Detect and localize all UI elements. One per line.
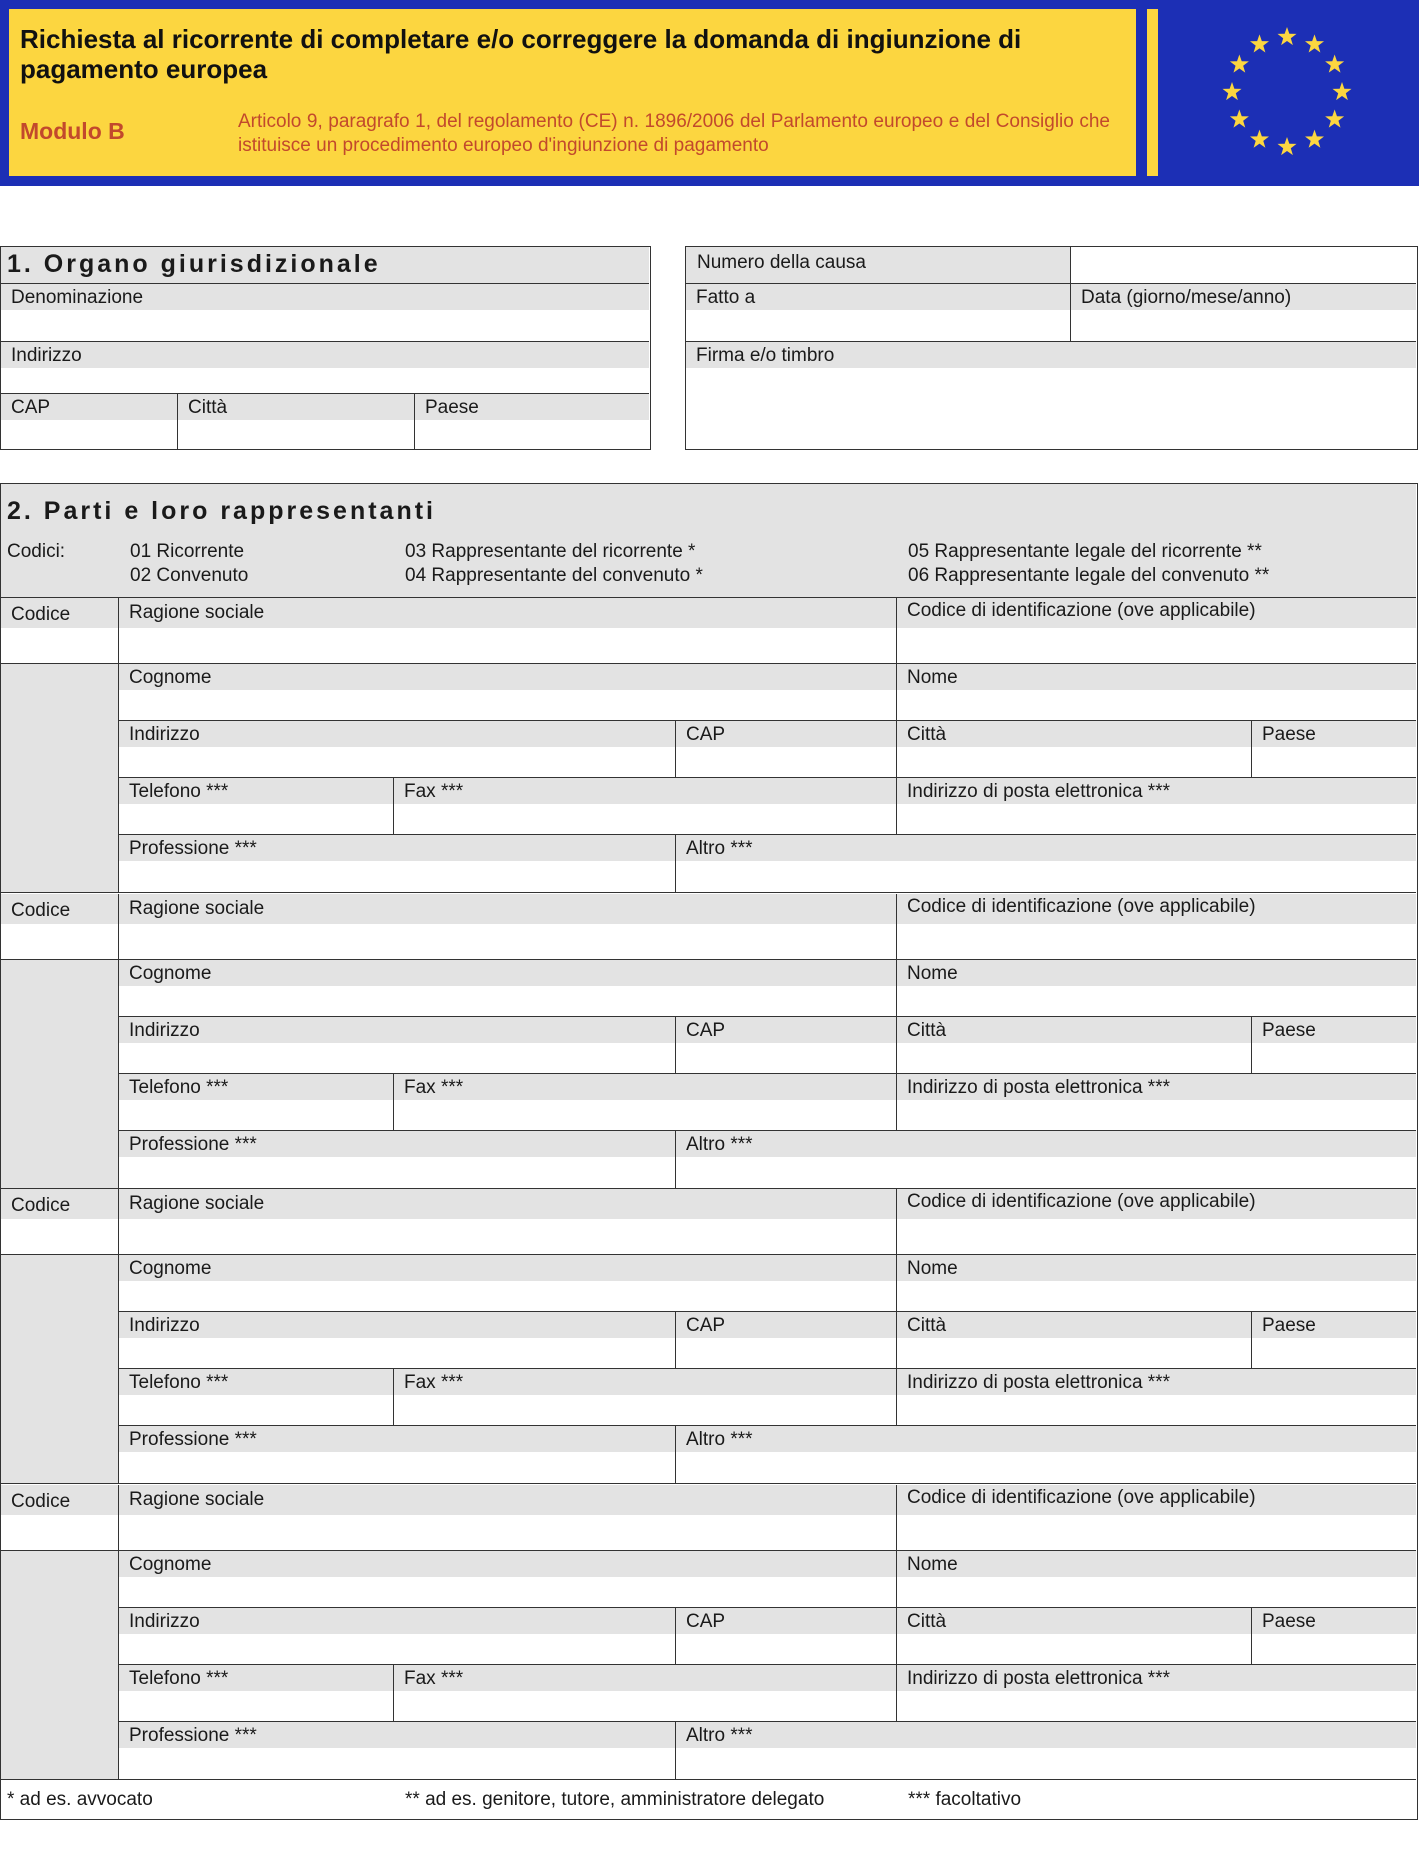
section-court [0, 246, 651, 450]
party-cap-label: CAP [676, 1017, 896, 1043]
profession-label: Professione *** [119, 1722, 675, 1748]
court-city-field[interactable] [178, 394, 415, 449]
other-field[interactable] [676, 1131, 1416, 1189]
party-city-field[interactable] [897, 1017, 1252, 1074]
party-code-spacer [1, 960, 119, 1189]
eu-star-icon [1325, 110, 1344, 128]
party-block [1, 894, 1416, 1189]
section-parties [0, 483, 1418, 1820]
identification-code-field[interactable] [897, 894, 1416, 960]
footnote-two: ** ad es. genitore, tutore, amministratore delegato [405, 1789, 825, 1810]
section-court-title-row [1, 247, 649, 284]
code-03: 03 Rappresentante del ricorrente * [405, 541, 696, 562]
eu-star-icon [1250, 130, 1269, 148]
party-address-field[interactable] [119, 721, 676, 778]
other-label: Altro *** [676, 835, 1416, 861]
footnotes-row [1, 1780, 1416, 1819]
code-02: 02 Convenuto [130, 565, 249, 586]
company-name-field[interactable] [119, 894, 897, 960]
first-name-field[interactable] [897, 1255, 1416, 1312]
surname-label: Cognome [119, 960, 896, 986]
party-code-label: Codice [1, 598, 118, 628]
profession-label: Professione *** [119, 1426, 675, 1452]
company-name-label: Ragione sociale [119, 598, 896, 628]
party-address-label: Indirizzo [119, 1608, 675, 1634]
fax-label: Fax *** [394, 1665, 896, 1691]
other-field[interactable] [676, 1722, 1416, 1780]
fax-label: Fax *** [394, 1074, 896, 1100]
first-name-field[interactable] [897, 960, 1416, 1017]
profession-label: Professione *** [119, 835, 675, 861]
form-title: Richiesta al ricorrente di completare e/o correggere la domanda di ingiunzione di pagamento europea [20, 24, 1022, 84]
issued-at-label: Fatto a [686, 284, 1070, 310]
party-cap-label: CAP [676, 721, 896, 747]
party-block [1, 598, 1416, 893]
date-label: Data (giorno/mese/anno) [1071, 284, 1416, 310]
email-label: Indirizzo di posta elettronica *** [897, 778, 1416, 804]
party-code-field[interactable] [1, 1189, 119, 1255]
court-name-field[interactable] [1, 284, 649, 342]
surname-label: Cognome [119, 1551, 896, 1577]
party-cap-field[interactable] [676, 1017, 897, 1074]
other-label: Altro *** [676, 1722, 1416, 1748]
party-city-label: Città [897, 1608, 1251, 1634]
party-country-field[interactable] [1252, 1017, 1416, 1074]
party-city-field[interactable] [897, 721, 1252, 778]
profession-label: Professione *** [119, 1131, 675, 1157]
court-address-field[interactable] [1, 342, 649, 394]
fax-field[interactable] [394, 778, 897, 835]
profession-field[interactable] [119, 835, 676, 893]
other-label: Altro *** [676, 1426, 1416, 1452]
eu-star-icon [1305, 130, 1324, 148]
footnote-three: *** facoltativo [908, 1789, 1022, 1810]
party-city-label: Città [897, 721, 1251, 747]
party-address-field[interactable] [119, 1017, 676, 1074]
fax-label: Fax *** [394, 1369, 896, 1395]
party-code-label: Codice [1, 1485, 118, 1515]
case-number-label: Numero della causa [697, 252, 866, 273]
first-name-label: Nome [897, 1255, 1416, 1281]
footnote-one: * ad es. avvocato [7, 1789, 153, 1810]
fax-label: Fax *** [394, 778, 896, 804]
legal-reference: Articolo 9, paragrafo 1, del regolamento (CE) n. 1896/2006 del Parlamento europeo e del Consiglio che istituisce un procedimento europeo d'ingiunzione di pagamento [238, 111, 1110, 156]
party-code-field[interactable] [1, 598, 119, 664]
eu-star-icon [1332, 82, 1351, 100]
party-code-label: Codice [1, 894, 118, 924]
party-country-field[interactable] [1252, 721, 1416, 778]
identification-code-field[interactable] [897, 1189, 1416, 1255]
identification-code-label: Codice di identificazione (ove applicabile) [897, 894, 1416, 924]
company-name-field[interactable] [119, 598, 897, 664]
party-cap-field[interactable] [676, 721, 897, 778]
phone-label: Telefono *** [119, 1665, 393, 1691]
identification-code-label: Codice di identificazione (ove applicabile) [897, 1189, 1416, 1219]
identification-code-label: Codice di identificazione (ove applicabile) [897, 1485, 1416, 1515]
party-code-spacer [1, 1255, 119, 1484]
court-country-field[interactable] [415, 394, 649, 449]
email-field[interactable] [897, 1369, 1416, 1426]
phone-field[interactable] [119, 1369, 394, 1426]
surname-label: Cognome [119, 664, 896, 690]
first-name-label: Nome [897, 664, 1416, 690]
party-address-field[interactable] [119, 1608, 676, 1665]
phone-field[interactable] [119, 778, 394, 835]
surname-label: Cognome [119, 1255, 896, 1281]
codes-label: Codici: [7, 541, 66, 562]
identification-code-label: Codice di identificazione (ove applicabile) [897, 598, 1416, 628]
court-address-label: Indirizzo [1, 342, 649, 368]
eu-star-icon [1277, 137, 1296, 155]
phone-field[interactable] [119, 1074, 394, 1131]
date-field[interactable] [1071, 284, 1416, 342]
signature-label: Firma e/o timbro [686, 342, 1416, 368]
email-field[interactable] [897, 778, 1416, 835]
party-cap-field[interactable] [676, 1312, 897, 1369]
email-label: Indirizzo di posta elettronica *** [897, 1665, 1416, 1691]
court-country-label: Paese [415, 394, 649, 420]
party-code-field[interactable] [1, 1485, 119, 1551]
case-number-field[interactable] [1071, 247, 1416, 284]
email-label: Indirizzo di posta elettronica *** [897, 1074, 1416, 1100]
signature-field[interactable] [686, 342, 1416, 449]
court-cap-label: CAP [1, 394, 177, 420]
party-code-label: Codice [1, 1189, 118, 1219]
surname-field[interactable] [119, 1255, 897, 1312]
email-field[interactable] [897, 1074, 1416, 1131]
party-city-label: Città [897, 1017, 1251, 1043]
party-address-label: Indirizzo [119, 721, 675, 747]
party-city-label: Città [897, 1312, 1251, 1338]
code-05: 05 Rappresentante legale del ricorrente ** [908, 541, 1262, 562]
party-city-field[interactable] [897, 1312, 1252, 1369]
party-country-label: Paese [1252, 1608, 1416, 1634]
case-info-box [685, 246, 1418, 450]
eu-flag-icon [1165, 9, 1410, 176]
phone-label: Telefono *** [119, 1369, 393, 1395]
profession-field[interactable] [119, 1131, 676, 1189]
phone-label: Telefono *** [119, 1074, 393, 1100]
first-name-label: Nome [897, 960, 1416, 986]
party-block [1, 1189, 1416, 1484]
company-name-field[interactable] [119, 1189, 897, 1255]
eu-star-icon [1230, 55, 1249, 73]
party-country-label: Paese [1252, 721, 1416, 747]
party-code-spacer [1, 1551, 119, 1780]
party-block [1, 1485, 1416, 1780]
fax-field[interactable] [394, 1369, 897, 1426]
party-city-field[interactable] [897, 1608, 1252, 1665]
court-cap-field[interactable] [1, 394, 178, 449]
party-code-spacer [1, 664, 119, 893]
party-cap-label: CAP [676, 1608, 896, 1634]
company-name-label: Ragione sociale [119, 1189, 896, 1219]
first-name-field[interactable] [897, 1551, 1416, 1608]
other-field[interactable] [676, 835, 1416, 893]
court-city-label: Città [178, 394, 414, 420]
other-field[interactable] [676, 1426, 1416, 1484]
phone-field[interactable] [119, 1665, 394, 1722]
eu-star-icon [1230, 110, 1249, 128]
party-address-label: Indirizzo [119, 1312, 675, 1338]
eu-star-icon [1222, 82, 1241, 100]
party-country-label: Paese [1252, 1312, 1416, 1338]
code-04: 04 Rappresentante del convenuto * [405, 565, 703, 586]
issued-at-field[interactable] [686, 284, 1071, 342]
email-field[interactable] [897, 1665, 1416, 1722]
party-cap-label: CAP [676, 1312, 896, 1338]
party-country-field[interactable] [1252, 1312, 1416, 1369]
other-label: Altro *** [676, 1131, 1416, 1157]
eu-star-icon [1305, 34, 1324, 52]
eu-star-icon [1250, 34, 1269, 52]
party-country-label: Paese [1252, 1017, 1416, 1043]
surname-field[interactable] [119, 664, 897, 721]
section-parties-header [1, 484, 1416, 598]
eu-star-icon [1277, 27, 1296, 45]
header-banner [0, 0, 1419, 186]
module-label: Modulo B [20, 118, 125, 144]
banner-yellow-stripe [1147, 9, 1158, 176]
identification-code-field[interactable] [897, 598, 1416, 664]
fax-field[interactable] [394, 1665, 897, 1722]
code-01: 01 Ricorrente [130, 541, 245, 562]
profession-field[interactable] [119, 1426, 676, 1484]
first-name-label: Nome [897, 1551, 1416, 1577]
case-number-label-cell [686, 247, 1071, 284]
party-country-field[interactable] [1252, 1608, 1416, 1665]
profession-field[interactable] [119, 1722, 676, 1780]
fax-field[interactable] [394, 1074, 897, 1131]
company-name-label: Ragione sociale [119, 894, 896, 924]
party-address-label: Indirizzo [119, 1017, 675, 1043]
first-name-field[interactable] [897, 664, 1416, 721]
party-address-field[interactable] [119, 1312, 676, 1369]
court-name-label: Denominazione [1, 284, 649, 310]
party-code-field[interactable] [1, 894, 119, 960]
section-parties-title: 2. Parti e loro rappresentanti [7, 497, 436, 525]
party-cap-field[interactable] [676, 1608, 897, 1665]
section-court-title: 1. Organo giurisdizionale [7, 250, 381, 278]
code-06: 06 Rappresentante legale del convenuto ** [908, 565, 1270, 586]
phone-label: Telefono *** [119, 778, 393, 804]
email-label: Indirizzo di posta elettronica *** [897, 1369, 1416, 1395]
eu-star-icon [1325, 55, 1344, 73]
company-name-field[interactable] [119, 1485, 897, 1551]
identification-code-field[interactable] [897, 1485, 1416, 1551]
surname-field[interactable] [119, 960, 897, 1017]
company-name-label: Ragione sociale [119, 1485, 896, 1515]
surname-field[interactable] [119, 1551, 897, 1608]
